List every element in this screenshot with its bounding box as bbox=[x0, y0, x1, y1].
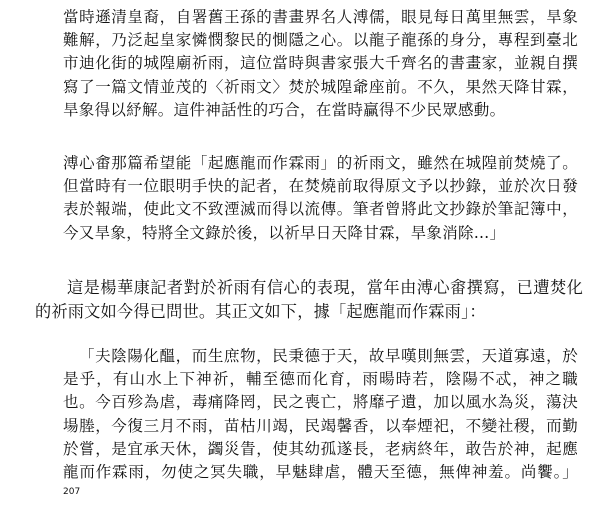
quoted-paragraph-2: 溥心畬那篇希望能「起應龍而作霖雨」的祈雨文，雖然在城隍前焚燒了。但當時有一位眼明手快的記者，在焚燒前取得原文予以抄錄，並於次日發表於報端，使此文不致湮滅而得以流傳。筆者曾將此文抄錄於筆記簿中，今又旱象，特將全文錄於後，以祈早日天降甘霖，旱象消除…」 bbox=[63, 154, 578, 242]
footnote-marker: 207 bbox=[63, 487, 81, 498]
prayer-text: 「夫陰陽化醞，而生庶物，民秉德于天，故早嘆則無雲，天道寡遠，於是乎，有山水上下神祈，輔至德而化育，雨暘時若，陰陽不忒，神之職也。今百殄為虐，毒痛降罔，民之喪亡，將靡孑遺，加以風水為災，蕩決場塍，今復三月不雨，苗枯川竭，民竭馨香，以奉煙祀，不變社稷，而勤於嘗，是宜承天休，蠲災眚，使其幼孤遂長，老病終年，敢告於神，起應龍而作霖雨，勿使之冥失職，早魅肆虐，體天至德，無俾神羞。尚饗。」 bbox=[63, 347, 578, 482]
quoted-paragraph-1: 當時遜清皇裔，自署舊王孫的書畫界名人溥儒，眼見每日萬里無雲，旱象難解，乃泛起皇家憐憫黎民的惻隱之心。以龍子龍孫的身分，專程到臺北市迪化街的城隍廟祈雨，這位當時與書家張大千齊名的書畫家，並親自撰寫了一篇文情並茂的〈祈雨文〉焚於城隍爺座前。不久，果然天降甘霖，旱象得以紓解。這件神話性的巧合，在當時贏得不少民眾感動。 bbox=[63, 8, 578, 119]
quoted-prayer-text bbox=[63, 345, 578, 507]
body-paragraph: 這是楊華康記者對於祈雨有信心的表現，當年由溥心畬撰寫，已遭焚化的祈雨文如今得已問世。其正文如下，據「起應龍而作霖雨」： bbox=[35, 278, 583, 321]
